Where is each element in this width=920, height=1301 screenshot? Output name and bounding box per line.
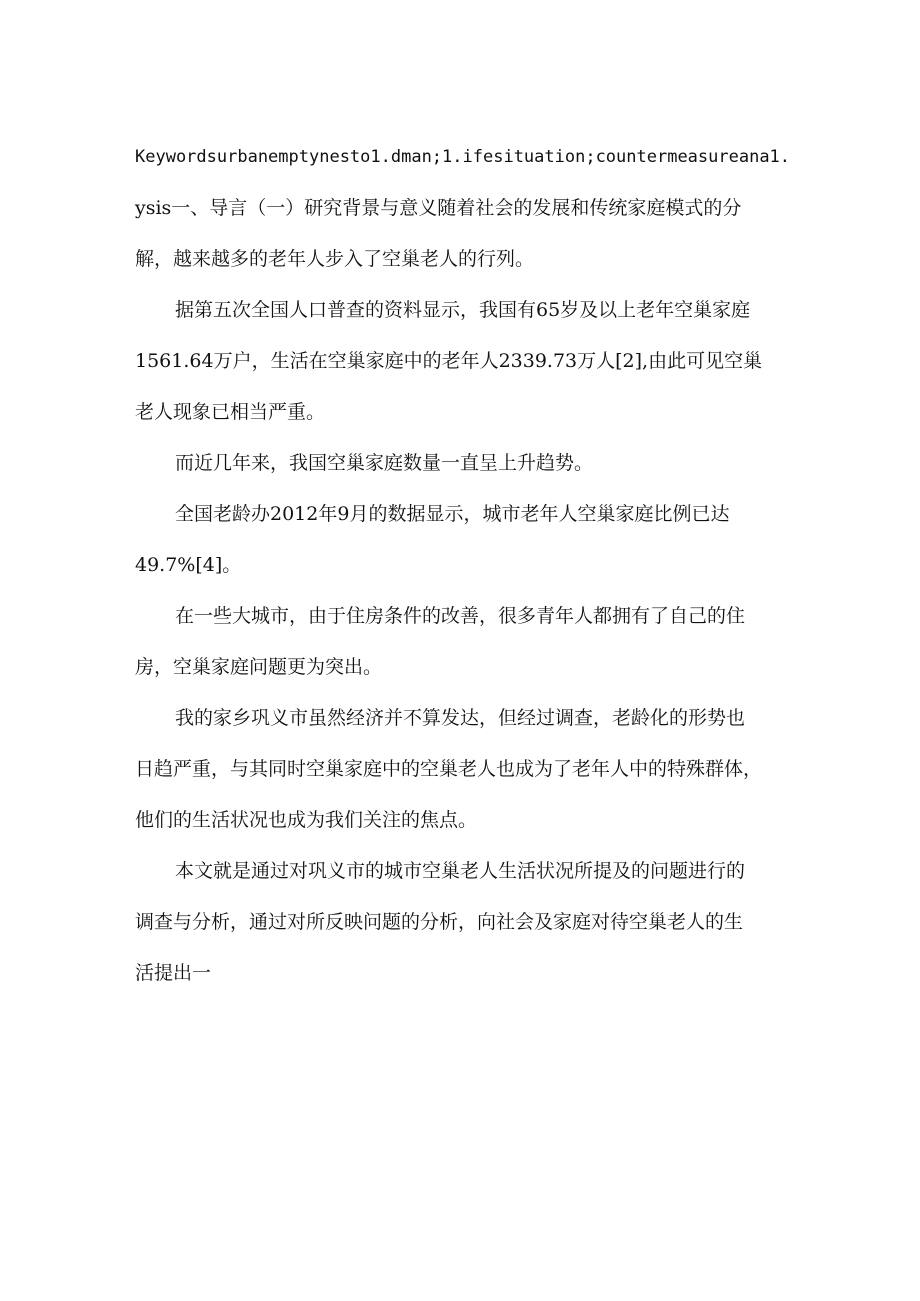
text-line: 解，越来越多的老年人步入了空巢老人的行列。: [135, 248, 535, 270]
paragraph-start-line: 全国老龄办2012年9月的数据显示，城市老年人空巢家庭比例已达: [175, 503, 730, 525]
text-line: 调查与分析，通过对所反映问题的分析，向社会及家庭对待空巢老人的生: [135, 911, 744, 933]
text-line: 老人现象已相当严重。: [135, 401, 326, 423]
keywords-line: Keywordsurbanemptynesto1.dman;1.ifesituation;countermeasureana1.: [135, 147, 791, 167]
paragraph-start-line: 据第五次全国人口普查的资料显示，我国有65岁及以上老年空巢家庭: [175, 299, 751, 321]
paragraph-start-line: 在一些大城市，由于住房条件的改善，很多青年人都拥有了自己的住: [175, 605, 746, 627]
text-line: ysis一、导言（一）研究背景与意义随着社会的发展和传统家庭模式的分: [135, 197, 742, 219]
paragraph-start-line: 我的家乡巩义市虽然经济并不算发达，但经过调查，老龄化的形势也: [175, 707, 746, 729]
paragraph-start-line: 本文就是通过对巩义市的城市空巢老人生活状况所提及的问题进行的: [175, 860, 746, 882]
text-line: 1561.64万户，生活在空巢家庭中的老年人2339.73万人[2],由此可见空巢: [135, 350, 763, 372]
text-line: 日趋严重，与其同时空巢家庭中的空巢老人也成为了老年人中的特殊群体，: [135, 758, 763, 780]
text-line: 房，空巢家庭问题更为突出。: [135, 656, 383, 678]
paragraph-start-line: 而近几年来，我国空巢家庭数量一直呈上升趋势。: [175, 452, 594, 474]
document-body: [135, 132, 791, 999]
text-line: 49.7%[4]。: [135, 554, 242, 576]
text-line: 活提出一: [135, 962, 212, 984]
text-line: 他们的生活状况也成为我们关注的焦点。: [135, 809, 478, 831]
